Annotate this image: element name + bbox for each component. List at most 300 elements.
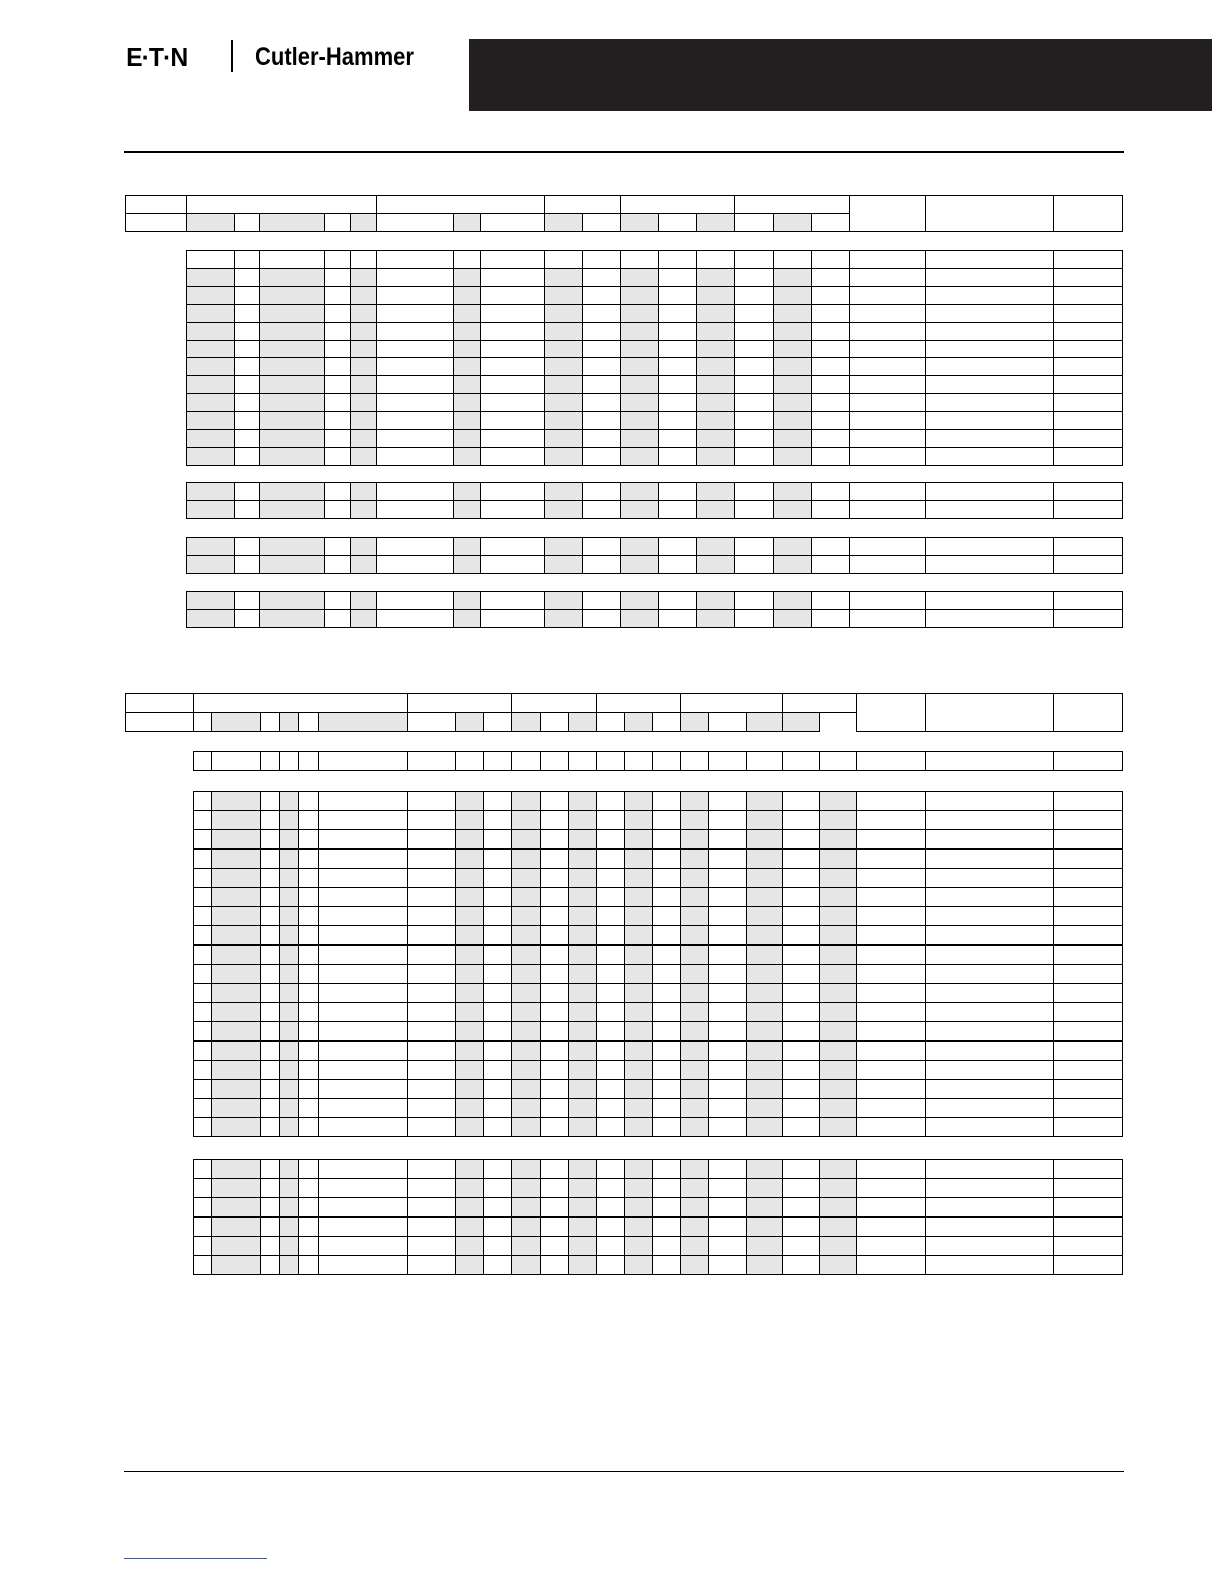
table-cell xyxy=(511,887,541,907)
table-cell xyxy=(483,810,512,830)
table-header-cell xyxy=(186,213,235,232)
table-cell xyxy=(455,983,484,1003)
table-cell xyxy=(811,304,850,323)
footer-link[interactable] xyxy=(124,1558,267,1559)
table-cell xyxy=(279,1021,299,1041)
table-cell xyxy=(582,411,621,430)
table-cell xyxy=(680,906,709,926)
table-cell xyxy=(324,411,351,430)
table-cell xyxy=(234,304,260,323)
table-cell xyxy=(483,983,512,1003)
table-cell xyxy=(652,1236,681,1256)
table-cell xyxy=(259,250,325,269)
table-cell xyxy=(260,925,280,945)
table-header-cell xyxy=(455,712,484,732)
table-cell xyxy=(193,945,212,965)
table-cell xyxy=(734,268,774,287)
table-cell xyxy=(234,268,260,287)
table-cell xyxy=(453,555,481,574)
table-cell xyxy=(624,964,653,984)
table-cell xyxy=(186,411,235,430)
table-cell xyxy=(480,411,545,430)
table-cell xyxy=(856,1159,926,1179)
table-cell xyxy=(819,751,857,771)
table-cell xyxy=(350,609,377,628)
table-cell xyxy=(1053,286,1123,305)
table-header-cell xyxy=(318,712,408,732)
table-cell xyxy=(925,591,1054,610)
table-cell xyxy=(455,1060,484,1080)
table-cell xyxy=(511,1079,541,1099)
table-cell xyxy=(708,791,747,811)
table-cell xyxy=(483,1041,512,1061)
table-header-cell xyxy=(540,712,569,732)
table-cell xyxy=(925,482,1054,501)
table-cell xyxy=(544,555,583,574)
table-cell xyxy=(455,1217,484,1237)
table-cell xyxy=(511,1041,541,1061)
table-cell xyxy=(811,375,850,394)
table-cell xyxy=(455,1041,484,1061)
table-cell xyxy=(658,250,697,269)
table-cell xyxy=(279,751,299,771)
table-cell xyxy=(856,1117,926,1137)
table-cell xyxy=(849,500,926,519)
table-cell xyxy=(696,250,735,269)
table-cell xyxy=(925,1178,1054,1198)
table-cell xyxy=(298,810,319,830)
table-cell xyxy=(1053,357,1123,376)
table-cell xyxy=(407,1159,456,1179)
table-cell xyxy=(1053,849,1123,869)
table-cell xyxy=(925,1098,1054,1118)
table-cell xyxy=(596,1178,625,1198)
table-cell xyxy=(819,1236,857,1256)
table-cell xyxy=(925,500,1054,519)
table-cell xyxy=(658,537,697,556)
table-cell xyxy=(324,591,351,610)
table-cell xyxy=(1053,591,1123,610)
table-cell xyxy=(652,925,681,945)
table-cell xyxy=(746,810,783,830)
table-cell xyxy=(773,357,812,376)
table-cell xyxy=(453,482,481,501)
table-cell xyxy=(746,1060,783,1080)
table-cell xyxy=(658,268,697,287)
table-cell xyxy=(193,1060,212,1080)
table-cell xyxy=(234,500,260,519)
table-cell xyxy=(708,1041,747,1061)
table-cell xyxy=(480,375,545,394)
table-cell xyxy=(1053,829,1123,849)
table-cell xyxy=(279,983,299,1003)
table-cell xyxy=(925,791,1054,811)
table-cell xyxy=(259,591,325,610)
table-header-cell xyxy=(1053,693,1123,732)
table-cell xyxy=(652,751,681,771)
table-cell xyxy=(624,945,653,965)
table-cell xyxy=(193,1159,212,1179)
table-cell xyxy=(259,555,325,574)
table-cell xyxy=(318,751,408,771)
table-cell xyxy=(696,411,735,430)
table-header-cell xyxy=(1053,195,1123,232)
table-cell xyxy=(324,555,351,574)
table-cell xyxy=(568,751,597,771)
table-cell xyxy=(193,925,212,945)
table-cell xyxy=(624,1021,653,1041)
table-cell xyxy=(186,537,235,556)
table-cell xyxy=(260,1117,280,1137)
table-cell xyxy=(782,906,820,926)
table-cell xyxy=(568,983,597,1003)
table-cell xyxy=(773,250,812,269)
table-cell xyxy=(318,887,408,907)
table-cell xyxy=(279,1002,299,1022)
table-cell xyxy=(568,1197,597,1217)
table-cell xyxy=(279,1159,299,1179)
table-cell xyxy=(734,375,774,394)
table-header-group xyxy=(620,195,735,214)
table-cell xyxy=(540,829,569,849)
table-cell xyxy=(211,1041,261,1061)
table-cell xyxy=(1053,1236,1123,1256)
table-cell xyxy=(318,849,408,869)
table-cell xyxy=(658,447,697,466)
table-cell xyxy=(734,304,774,323)
table-cell xyxy=(680,810,709,830)
table-cell xyxy=(186,555,235,574)
table-header-group xyxy=(782,693,857,713)
table-cell xyxy=(746,849,783,869)
table-cell xyxy=(856,1178,926,1198)
table-cell xyxy=(819,945,857,965)
table-cell xyxy=(453,322,481,341)
table-cell xyxy=(407,1197,456,1217)
table-cell xyxy=(1053,983,1123,1003)
table-cell xyxy=(211,1002,261,1022)
table-cell xyxy=(350,322,377,341)
table-header-cell xyxy=(407,712,456,732)
table-cell xyxy=(211,849,261,869)
table-cell xyxy=(259,268,325,287)
table-cell xyxy=(624,1117,653,1137)
table-cell xyxy=(624,906,653,926)
table-cell xyxy=(260,829,280,849)
table-cell xyxy=(540,964,569,984)
table-header-cell xyxy=(544,213,583,232)
table-header-cell xyxy=(696,213,735,232)
table-cell xyxy=(234,322,260,341)
table-cell xyxy=(1053,250,1123,269)
table-cell xyxy=(652,1079,681,1099)
table-cell xyxy=(455,1002,484,1022)
table-cell xyxy=(511,1236,541,1256)
table-cell xyxy=(186,304,235,323)
table-cell xyxy=(544,250,583,269)
table-cell xyxy=(658,393,697,412)
table-cell xyxy=(544,304,583,323)
table-header-cell xyxy=(483,712,512,732)
table-cell xyxy=(652,983,681,1003)
table-cell xyxy=(680,1159,709,1179)
table-cell xyxy=(234,482,260,501)
table-cell xyxy=(856,1098,926,1118)
table-cell xyxy=(453,500,481,519)
table-cell xyxy=(782,1002,820,1022)
table-cell xyxy=(540,1178,569,1198)
table-cell xyxy=(819,810,857,830)
table-cell xyxy=(544,411,583,430)
table-cell xyxy=(407,906,456,926)
table-cell xyxy=(708,906,747,926)
table-cell xyxy=(746,1021,783,1041)
table-cell xyxy=(260,964,280,984)
table-cell xyxy=(811,250,850,269)
table-cell xyxy=(186,250,235,269)
table-cell xyxy=(544,537,583,556)
table-cell xyxy=(260,1178,280,1198)
table-cell xyxy=(925,906,1054,926)
table-cell xyxy=(596,887,625,907)
table-cell xyxy=(568,1021,597,1041)
table-cell xyxy=(455,1021,484,1041)
table-cell xyxy=(652,1255,681,1275)
table-cell xyxy=(298,1255,319,1275)
table-cell xyxy=(193,887,212,907)
table-cell xyxy=(856,1217,926,1237)
table-cell xyxy=(596,868,625,888)
table-header-cell xyxy=(658,213,697,232)
table-cell xyxy=(568,887,597,907)
table-cell xyxy=(211,906,261,926)
table-cell xyxy=(782,829,820,849)
table-cell xyxy=(658,357,697,376)
table-cell xyxy=(260,1159,280,1179)
table-cell xyxy=(260,791,280,811)
table-cell xyxy=(298,1178,319,1198)
table-cell xyxy=(1053,609,1123,628)
table-cell xyxy=(298,751,319,771)
table-cell xyxy=(696,555,735,574)
table-cell xyxy=(708,810,747,830)
table-cell xyxy=(734,286,774,305)
table-cell xyxy=(582,591,621,610)
table-cell xyxy=(540,1197,569,1217)
table-cell xyxy=(1053,1197,1123,1217)
table-header-cell xyxy=(811,213,850,232)
table-cell xyxy=(211,791,261,811)
table-cell xyxy=(746,964,783,984)
table-cell xyxy=(1053,268,1123,287)
table-cell xyxy=(483,1255,512,1275)
table-header-group xyxy=(186,195,377,214)
table-cell xyxy=(782,1098,820,1118)
table-cell xyxy=(568,810,597,830)
table-cell xyxy=(680,1117,709,1137)
table-cell xyxy=(925,1255,1054,1275)
table-cell xyxy=(624,1041,653,1061)
table-cell xyxy=(540,906,569,926)
table-cell xyxy=(680,983,709,1003)
table-cell xyxy=(260,1236,280,1256)
table-cell xyxy=(782,1079,820,1099)
table-cell xyxy=(279,1255,299,1275)
table-cell xyxy=(680,1197,709,1217)
table-cell xyxy=(540,983,569,1003)
table-cell xyxy=(680,1021,709,1041)
table-cell xyxy=(376,375,454,394)
table-cell xyxy=(455,1197,484,1217)
table-cell xyxy=(234,609,260,628)
table-cell xyxy=(211,1178,261,1198)
table-cell xyxy=(453,357,481,376)
table-cell xyxy=(186,375,235,394)
table-cell xyxy=(568,1060,597,1080)
table-cell xyxy=(260,887,280,907)
table-cell xyxy=(849,411,926,430)
table-cell xyxy=(483,1002,512,1022)
table-cell xyxy=(734,322,774,341)
table-cell xyxy=(480,591,545,610)
table-cell xyxy=(1053,1178,1123,1198)
table-cell xyxy=(624,849,653,869)
table-cell xyxy=(279,906,299,926)
table-cell xyxy=(596,1041,625,1061)
table-cell xyxy=(696,482,735,501)
table-cell xyxy=(849,591,926,610)
table-cell xyxy=(596,1255,625,1275)
table-cell xyxy=(453,609,481,628)
table-cell xyxy=(624,1060,653,1080)
table-cell xyxy=(407,964,456,984)
table-cell xyxy=(652,1060,681,1080)
table-cell xyxy=(652,1178,681,1198)
table-cell xyxy=(1053,447,1123,466)
table-cell xyxy=(856,1079,926,1099)
table-cell xyxy=(193,791,212,811)
table-cell xyxy=(620,500,659,519)
table-cell xyxy=(811,609,850,628)
table-cell xyxy=(279,1197,299,1217)
table-cell xyxy=(582,537,621,556)
table-cell xyxy=(407,983,456,1003)
table-cell xyxy=(652,1159,681,1179)
table-cell xyxy=(544,429,583,448)
table-cell xyxy=(856,906,926,926)
table-cell xyxy=(298,1217,319,1237)
table-cell xyxy=(540,1117,569,1137)
table-cell xyxy=(483,1079,512,1099)
table-cell xyxy=(1053,1060,1123,1080)
table-cell xyxy=(318,1255,408,1275)
table-cell xyxy=(511,810,541,830)
table-header-cell xyxy=(925,195,1054,232)
table-cell xyxy=(511,906,541,926)
table-header-cell xyxy=(259,213,325,232)
table-cell xyxy=(1053,964,1123,984)
table-cell xyxy=(350,500,377,519)
table-cell xyxy=(925,964,1054,984)
table-cell xyxy=(279,964,299,984)
table-cell xyxy=(259,429,325,448)
table-cell xyxy=(350,393,377,412)
table-cell xyxy=(350,482,377,501)
table-cell xyxy=(856,1041,926,1061)
table-cell xyxy=(1053,791,1123,811)
table-cell xyxy=(453,537,481,556)
table-cell xyxy=(511,1021,541,1041)
table-cell xyxy=(480,250,545,269)
table-cell xyxy=(279,868,299,888)
table-cell xyxy=(746,829,783,849)
table-cell xyxy=(819,1117,857,1137)
table-cell xyxy=(925,829,1054,849)
table-cell xyxy=(925,868,1054,888)
table-cell xyxy=(596,964,625,984)
table-cell xyxy=(193,1079,212,1099)
table-cell xyxy=(680,1236,709,1256)
table-cell xyxy=(483,1236,512,1256)
table-cell xyxy=(849,268,926,287)
table-cell xyxy=(211,1197,261,1217)
table-cell xyxy=(773,375,812,394)
table-cell xyxy=(298,1236,319,1256)
table-cell xyxy=(652,1197,681,1217)
table-cell xyxy=(856,925,926,945)
table-cell xyxy=(1053,810,1123,830)
table-cell xyxy=(708,1236,747,1256)
table-cell xyxy=(193,868,212,888)
table-cell xyxy=(260,1021,280,1041)
table-cell xyxy=(186,591,235,610)
table-cell xyxy=(620,357,659,376)
table-cell xyxy=(568,1236,597,1256)
table-cell xyxy=(186,268,235,287)
table-cell xyxy=(734,591,774,610)
table-cell xyxy=(624,791,653,811)
table-cell xyxy=(596,1117,625,1137)
table-cell xyxy=(279,1060,299,1080)
table-cell xyxy=(773,482,812,501)
table-cell xyxy=(211,1079,261,1099)
table-cell xyxy=(925,925,1054,945)
table-cell xyxy=(298,1117,319,1137)
table-cell xyxy=(407,1021,456,1041)
table-header-cell xyxy=(624,712,653,732)
table-cell xyxy=(483,964,512,984)
table-cell xyxy=(652,1021,681,1041)
table-cell xyxy=(680,964,709,984)
table-cell xyxy=(350,591,377,610)
table-cell xyxy=(376,555,454,574)
table-cell xyxy=(652,849,681,869)
table-cell xyxy=(582,447,621,466)
table-cell xyxy=(708,1197,747,1217)
table-header-cell xyxy=(125,712,194,732)
table-cell xyxy=(856,1002,926,1022)
table-cell xyxy=(318,1217,408,1237)
table-cell xyxy=(483,1021,512,1041)
table-cell xyxy=(407,868,456,888)
table-cell xyxy=(782,1217,820,1237)
table-cell xyxy=(568,945,597,965)
table-cell xyxy=(708,1117,747,1137)
table-cell xyxy=(708,1255,747,1275)
table-cell xyxy=(708,1178,747,1198)
table-cell xyxy=(318,1060,408,1080)
table-cell xyxy=(773,555,812,574)
